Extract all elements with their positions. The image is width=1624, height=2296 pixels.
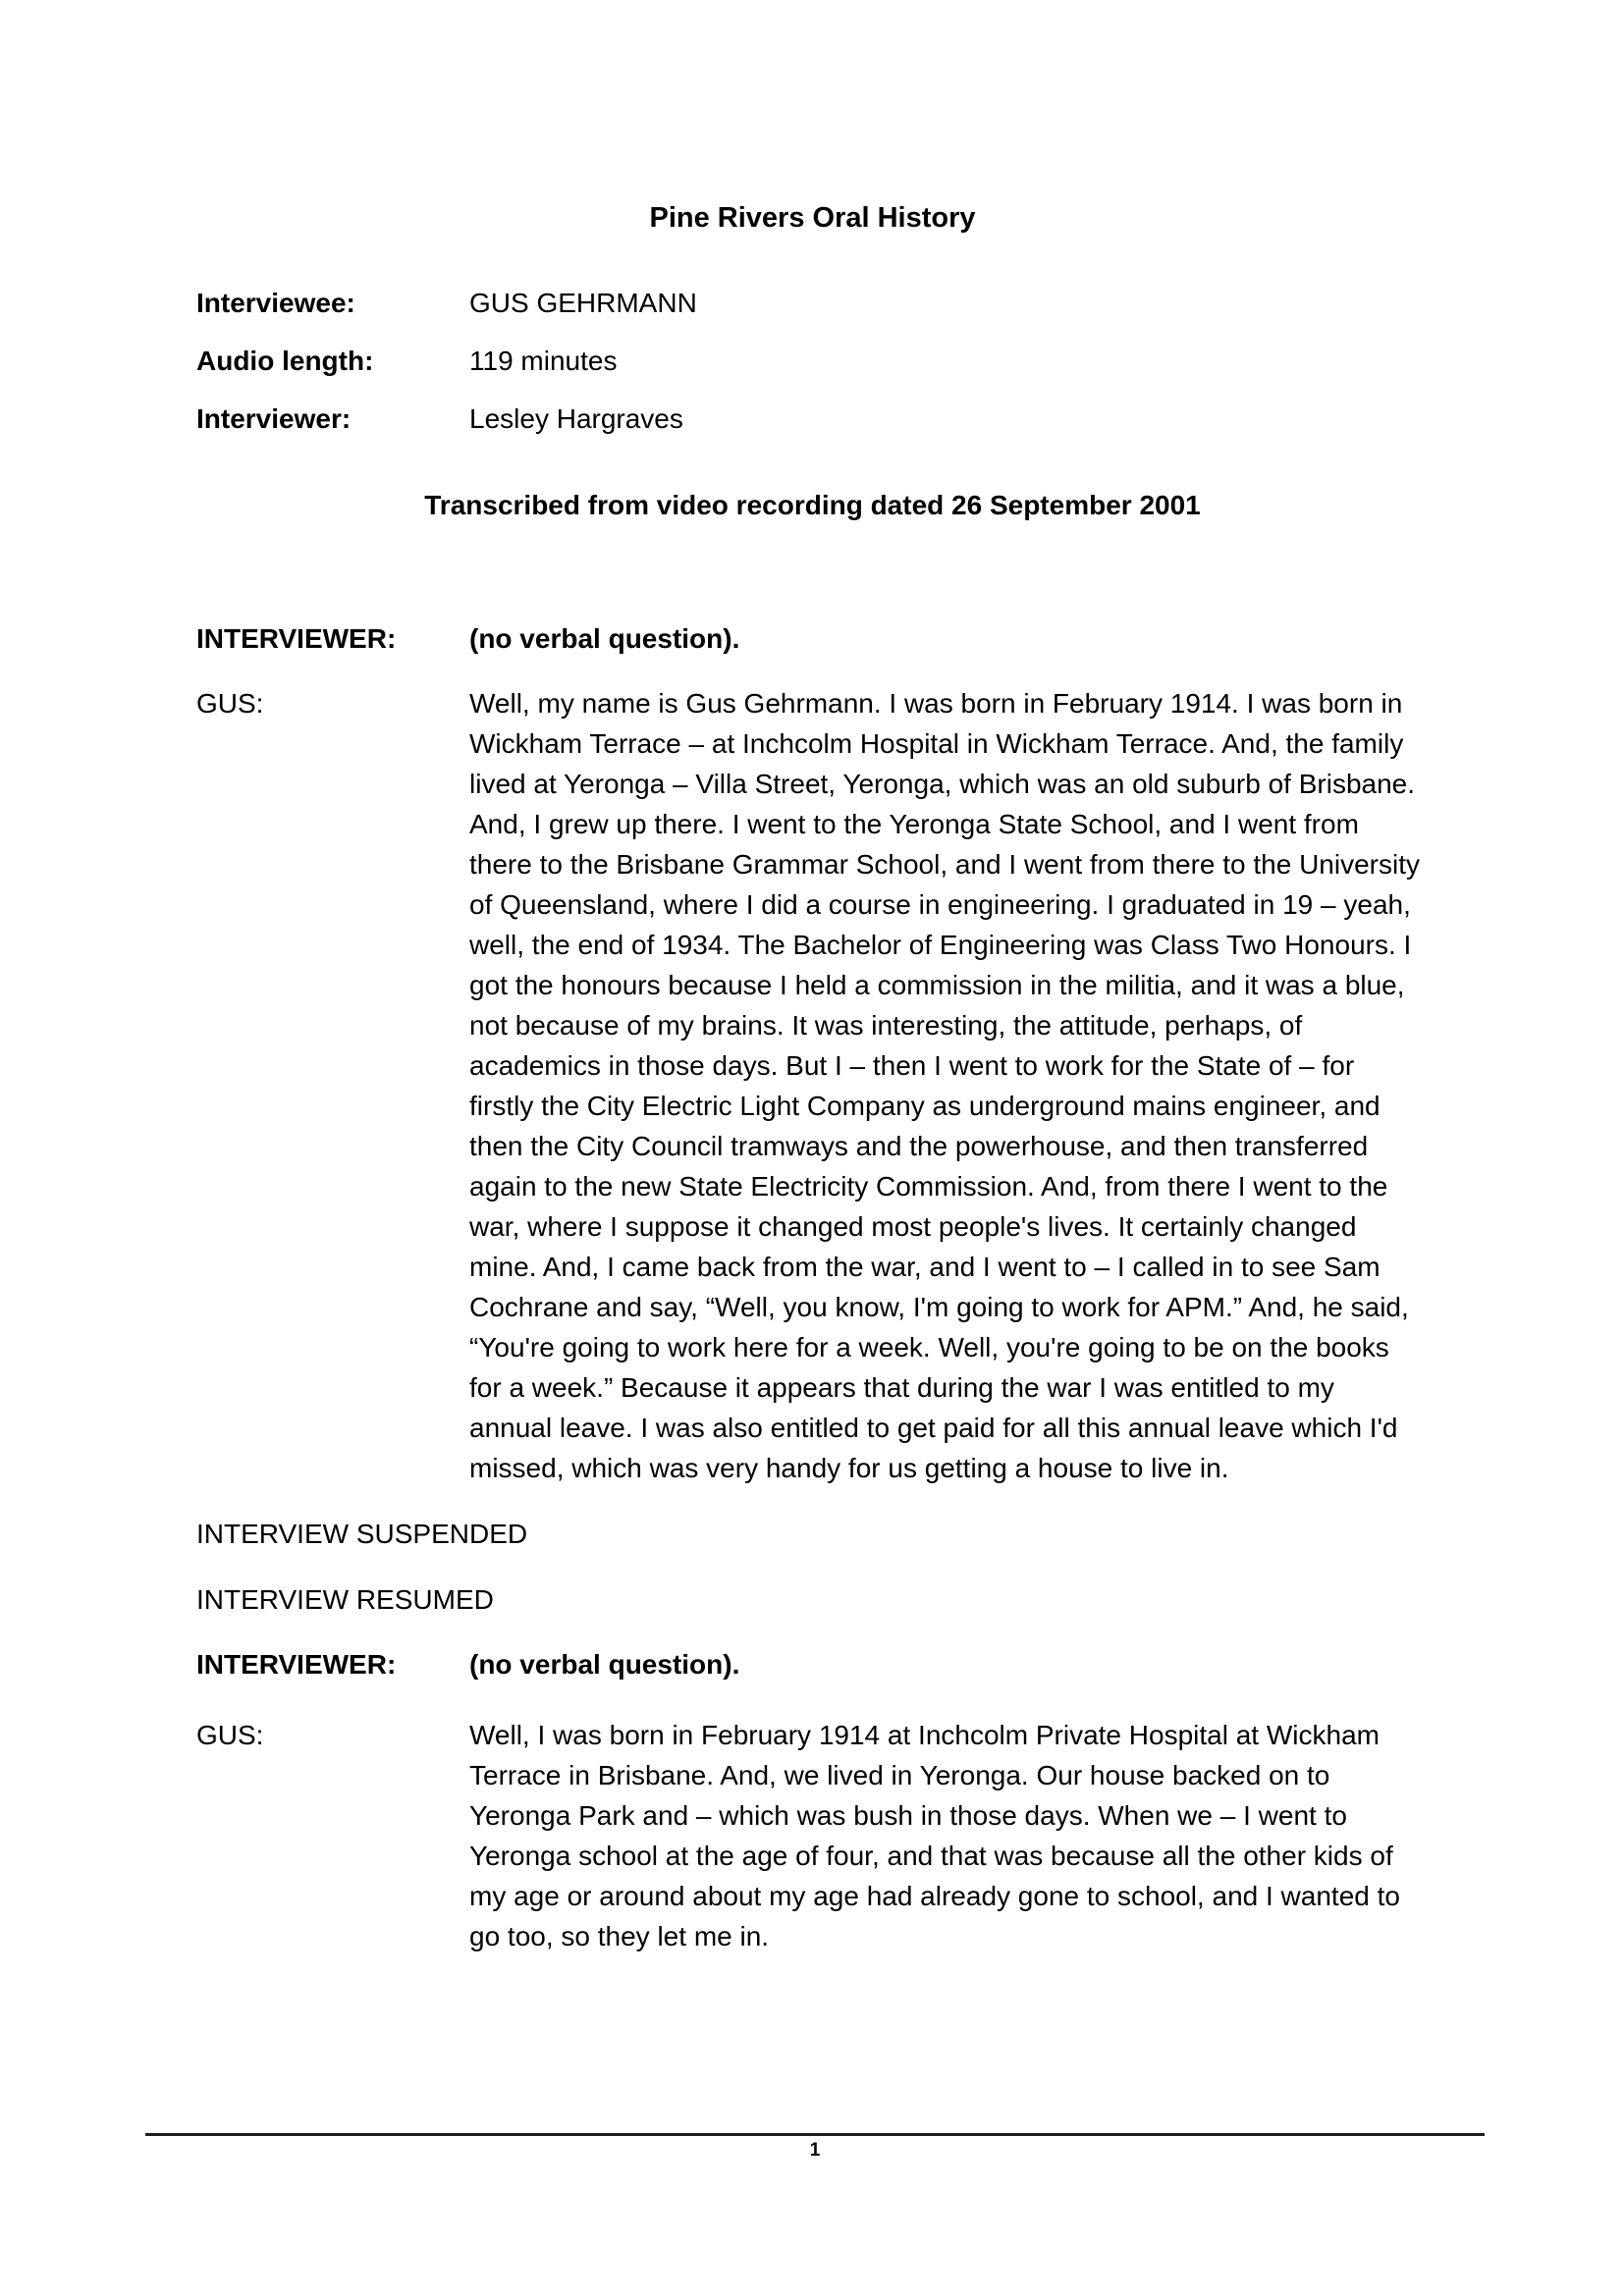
audio-length-value: 119 minutes [469,346,618,376]
gus-answer-2: Well, I was born in February 1914 at Inchcolm Private Hospital at Wickham Terrace in Brisbane. And, we lived in Yeronga. Our house backed on to Yeronga Park and – which was bush in those days. When we – I went to Yeronga school at the age of four, and that was because all the other kids of my age or around about my age had already gone to school, and I wanted to go too, so they let me in. [469,1720,1400,1951]
interviewee-label: Interviewee: [196,288,355,318]
page-number: 1 [809,2140,821,2161]
meta-row-audio-length [196,341,1429,382]
interviewer-question: (no verbal question). [469,623,740,654]
speaker-label: INTERVIEWER: [196,623,397,654]
transcription-subtitle: Transcribed from video recording dated 26 September 2001 [424,490,1201,520]
interviewer-value: Lesley Hargraves [469,403,683,434]
document-title: Pine Rivers Oral History [649,202,976,234]
interviewer-label: Interviewer: [196,403,352,434]
meta-row-interviewer [196,399,1429,440]
interview-resumed-note: INTERVIEW RESUMED [196,1584,494,1615]
qa-row-gus-1 [196,683,1429,1488]
meta-row-interviewee [196,283,1429,324]
interview-suspended-note: INTERVIEW SUSPENDED [196,1519,528,1549]
qa-row-gus-2 [196,1715,1429,1956]
metadata-block [196,283,1429,440]
audio-length-label: Audio length: [196,346,374,376]
speaker-label: GUS: [196,1720,264,1750]
speaker-label: GUS: [196,688,264,719]
document-content [196,201,1429,1956]
qa-row-interviewer-2 [196,1644,1429,1684]
speaker-label: INTERVIEWER: [196,1649,397,1680]
footer-divider [145,2133,1485,2136]
interviewer-question: (no verbal question). [469,1649,740,1680]
interviewee-value: GUS GEHRMANN [469,288,697,318]
gus-answer-1: Well, my name is Gus Gehrmann. I was born in February 1914. I was born in Wickham Terrace – at Inchcolm Hospital in Wickham Terrace. And, the family lived at Yeronga – Villa Street, Yeronga, which was an old suburb of Brisbane. And, I grew up there. I went to the Yeronga State School, and I went from there to the Brisbane Grammar School, and I went from there to the University of Queensland, where I did a course in engineering. I graduated in 19 – yeah, well, the end of 1934. The Bachelor of Engineering was Class Two Honours. I got the honours because I held a commission in the militia, and it was a blue, not because of my brains. It was interesting, the attitude, perhaps, of academics in those days. But I – then I went to work for the State of – for firstly the City Electric Light Company as underground mains engineer, and then the City Council tramways and the powerhouse, and then transferred again to the new State Electricity Commission. And, from there I went to the war, where I suppose it changed most people's lives. It certainly changed mine. And, I came back from the war, and I went to – I called in to see Sam Cochrane and say, “Well, you know, I'm going to work for APM.” And, he said, “You're going to work here for a week. Well, you're going to be on the books for a week.” Because it appears that during the war I was entitled to my annual leave. I was also entitled to get paid for all this annual leave which I'd missed, which was very handy for us getting a house to live in. [469,688,1420,1483]
page-footer [145,2133,1485,2162]
qa-row-interviewer-1 [196,618,1429,659]
